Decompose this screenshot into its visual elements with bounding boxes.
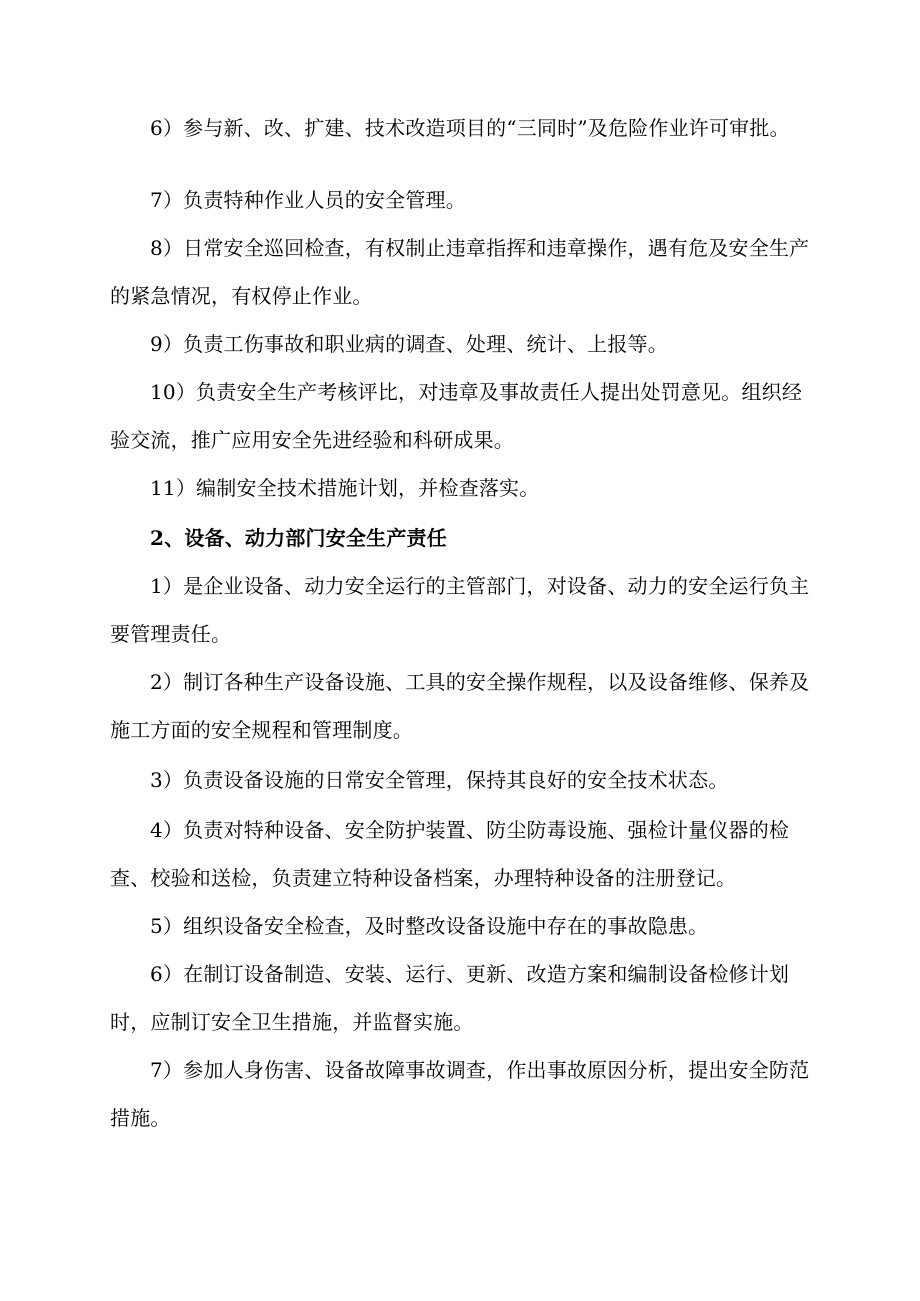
paragraph-item-7: 7）负责特种作业人员的安全管理。 <box>150 188 466 212</box>
paragraph-item-6: 6）参与新、改、扩建、技术改造项目的“三同时”及危险作业许可审批。 <box>150 116 790 140</box>
paragraph-item-11: 11）编制安全技术措施计划，并检查落实。 <box>150 476 540 500</box>
section-heading: 2、设备、动力部门安全生产责任 <box>150 526 447 550</box>
paragraph-item-10: 10）负责安全生产考核评比，对违章及事故责任人提出处罚意见。组织经验交流，推广应用安全先进经验和科研成果。 <box>110 380 803 452</box>
section-item-6: 6）在制订设备制造、安装、运行、更新、改造方案和编制设备检修计划时，应制订安全卫生措施，并监督实施。 <box>110 962 790 1034</box>
section-item-7: 7）参加人身伤害、设备故障事故调查，作出事故原因分析，提出安全防范措施。 <box>110 1058 810 1130</box>
section-item-2: 2）制订各种生产设备设施、工具的安全操作规程，以及设备维修、保养及施工方面的安全规程和管理制度。 <box>110 670 810 742</box>
section-item-5: 5）组织设备安全检查，及时整改设备设施中存在的事故隐患。 <box>150 914 709 938</box>
section-item-4: 4）负责对特种设备、安全防护装置、防尘防毒设施、强检计量仪器的检查、校验和送检，负责建立特种设备档案，办理特种设备的注册登记。 <box>110 818 790 890</box>
section-item-1: 1）是企业设备、动力安全运行的主管部门，对设备、动力的安全运行负主要管理责任。 <box>110 574 810 646</box>
paragraph-item-9: 9）负责工伤事故和职业病的调查、处理、统计、上报等。 <box>150 332 668 356</box>
section-item-3: 3）负责设备设施的日常安全管理，保持其良好的安全技术状态。 <box>150 768 729 792</box>
paragraph-item-8: 8）日常安全巡回检查，有权制止违章指挥和违章操作，遇有危及安全生产的紧急情况，有权停止作业。 <box>110 236 810 308</box>
